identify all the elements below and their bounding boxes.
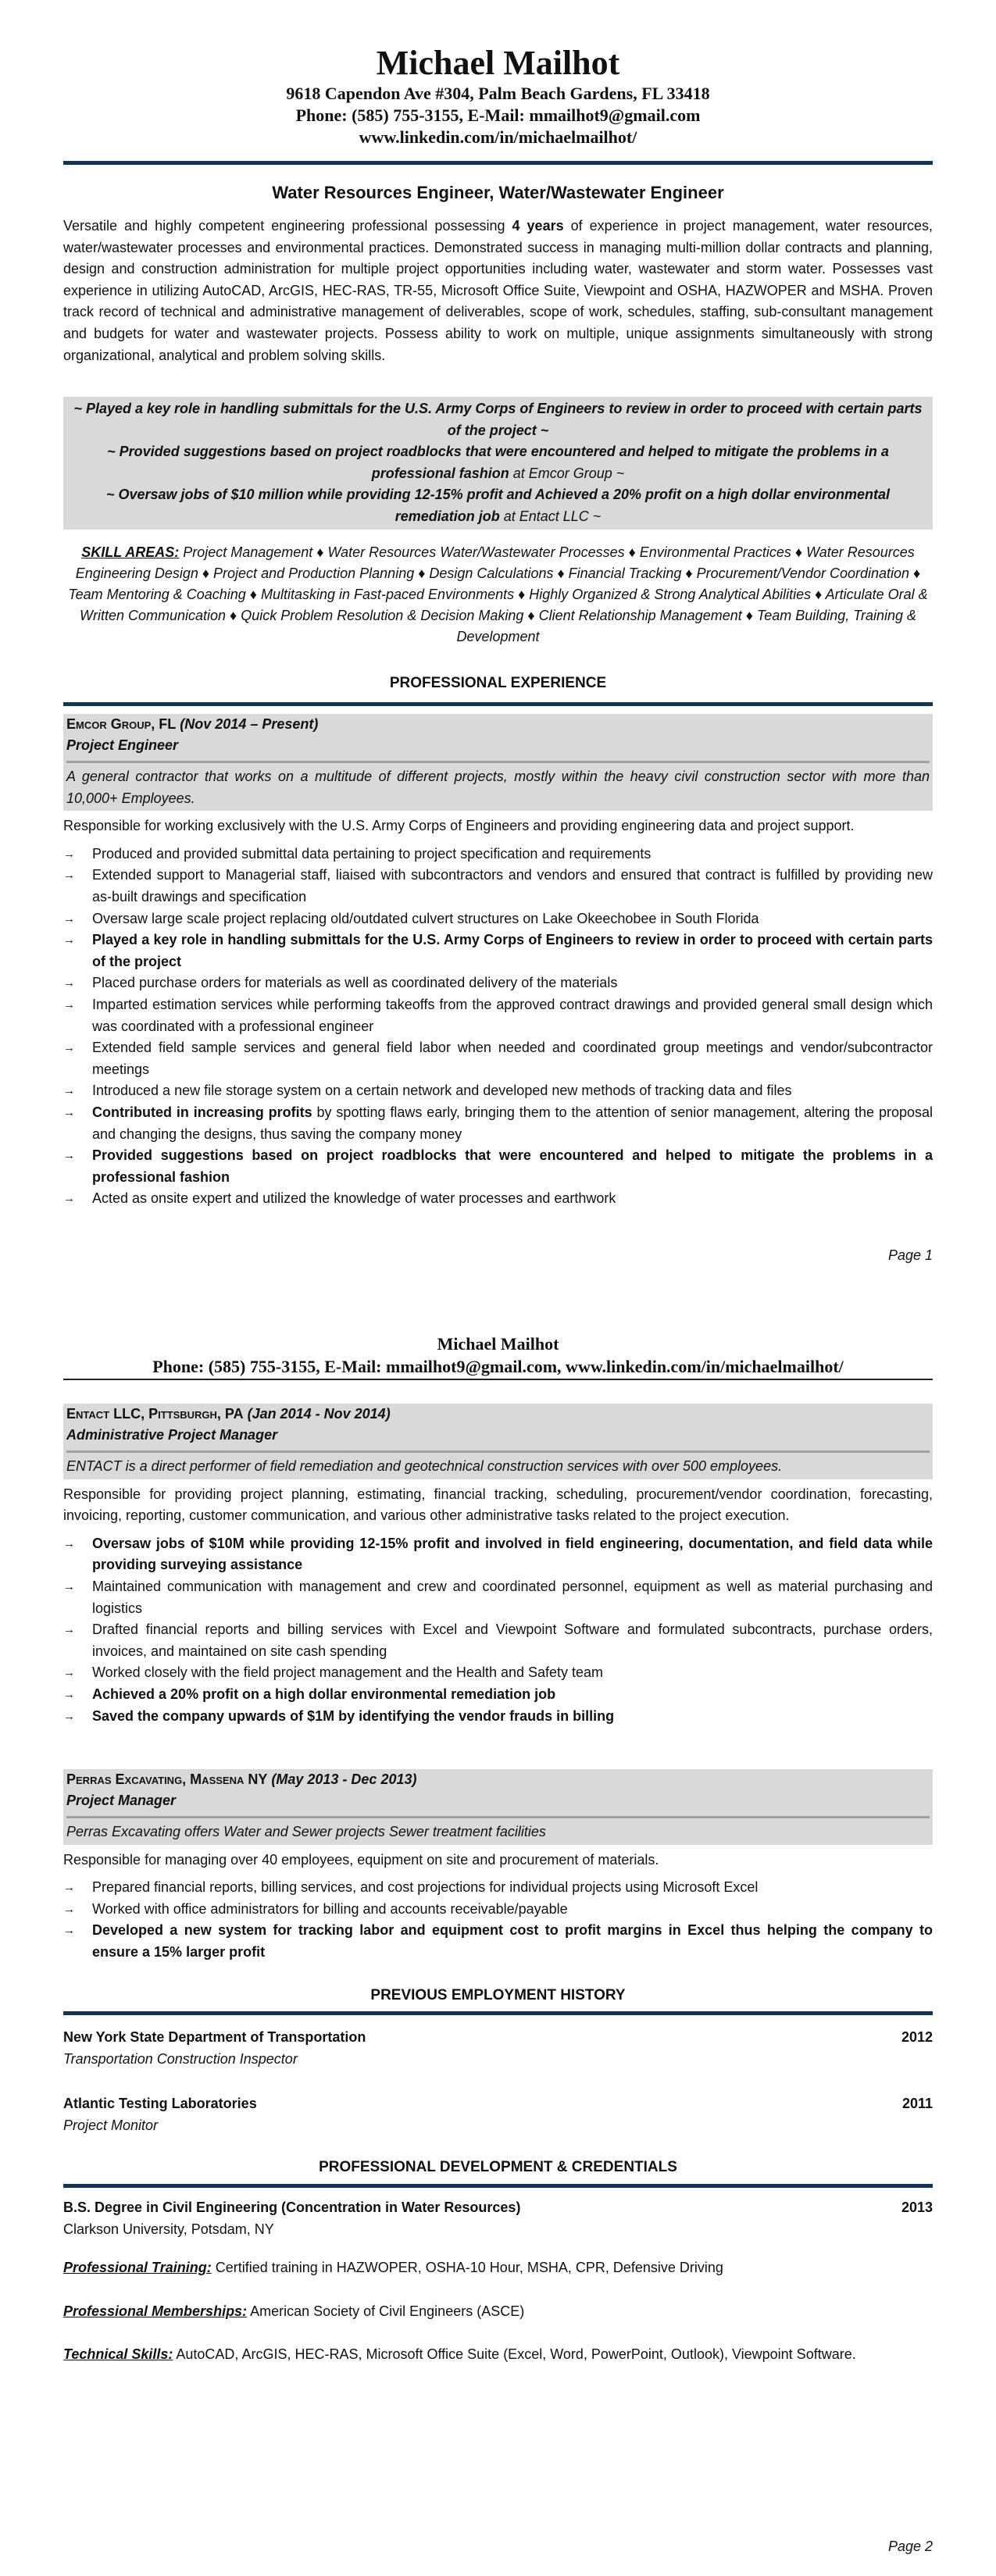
job-responsibility: Responsible for managing over 40 employees, equipment on site and procurement of materials. bbox=[63, 1851, 659, 1868]
previous-year: 2012 bbox=[901, 2029, 933, 2045]
highlights-box bbox=[63, 397, 933, 530]
contact-line: Phone: (585) 755-3155, E-Mail: mmailhot9@gmail.com, www.linkedin.com/in/michaelmailhot/ bbox=[152, 1357, 844, 1376]
degree: B.S. Degree in Civil Engineering (Concentration in Water Resources) bbox=[63, 2200, 521, 2215]
job-emcor bbox=[63, 714, 933, 1210]
highlight-item: ~ Oversaw jobs of $10 million while providing 12-15% profit and Achieved a 20% profit on a high dollar environmental remediation job at Entact LLC ~ bbox=[105, 487, 891, 524]
job-header-box bbox=[63, 714, 933, 811]
arrow-icon: → bbox=[63, 1924, 75, 1938]
arrow-icon: → bbox=[63, 869, 75, 883]
arrow-icon: → bbox=[63, 933, 75, 947]
job-dates: (Nov 2014 – Present) bbox=[176, 716, 319, 732]
arrow-icon: → bbox=[63, 1666, 75, 1680]
skill-areas: SKILL AREAS: Project Management ♦ Water Resources Water/Wastewater Processes ♦ Environmental Practices ♦ Water Resources Engineering Design ♦ Project and Production Planning ♦ Design Calculations ♦ Financial Tracking ♦ Procurement/Vendor Coordination ♦ Team Mentoring & Coaching ♦ Multitasking in Fast-paced Environments ♦ Highly Organized & Strong Analytical Abilities ♦ Articulate Oral & Written Communication ♦ Quick Problem Resolution & Decision Making ♦ Client Relationship Management ♦ Team Building, Training & Development bbox=[68, 544, 928, 644]
education bbox=[63, 2197, 933, 2240]
section-title-experience: PROFESSIONAL EXPERIENCE bbox=[389, 675, 607, 691]
highlight-item: ~ Provided suggestions based on project roadblocks that were encountered and helped to mitigate the problems in a professional fashion at Emcor Group ~ bbox=[107, 444, 889, 481]
list-item: → Provided suggestions based on project roadblocks that were encountered and helped to mitigate the problems in a professional fashion bbox=[63, 1145, 933, 1188]
previous-org: New York State Department of Transportation bbox=[63, 2029, 366, 2045]
section-title-previous: PREVIOUS EMPLOYMENT HISTORY bbox=[370, 1987, 626, 2003]
list-item: → Placed purchase orders for materials as well as coordinated delivery of the materials bbox=[63, 972, 933, 994]
job-dates: (May 2013 - Dec 2013) bbox=[267, 1771, 417, 1787]
company-name: Emcor Group, FL bbox=[66, 716, 177, 732]
arrow-icon: → bbox=[63, 847, 75, 861]
candidate-name: Michael Mailhot bbox=[376, 44, 620, 82]
highlight-item: ~ Played a key role in handling submittals for the U.S. Army Corps of Engineers to review in order to proceed with certain parts of the project ~ bbox=[73, 401, 923, 438]
list-item: → Imparted estimation services while performing takeoffs from the approved contract drawings and provided general small design which was coordinated with a professional engineer bbox=[63, 994, 933, 1037]
previous-job bbox=[63, 2093, 933, 2136]
job-title: Administrative Project Manager bbox=[66, 1425, 930, 1453]
list-item: → Developed a new system for tracking labor and equipment cost to profit margins in Excel thus helping the company to ensure a 15% larger profit bbox=[63, 1920, 933, 1963]
arrow-icon: → bbox=[63, 1687, 75, 1701]
arrow-icon: → bbox=[63, 1709, 75, 1723]
arrow-icon: → bbox=[63, 1192, 75, 1206]
arrow-icon: → bbox=[63, 912, 75, 926]
previous-org: Atlantic Testing Laboratories bbox=[63, 2096, 257, 2111]
list-item: → Produced and provided submittal data pertaining to project specification and requirements bbox=[63, 844, 933, 865]
header-divider bbox=[63, 161, 933, 165]
list-item: → Oversaw jobs of $10M while providing 12-15% profit and involved in field engineering, documentation, and field data while providing surveying assistance bbox=[63, 1533, 933, 1576]
list-item: → Acted as onsite expert and utilized the knowledge of water processes and earthwork bbox=[63, 1188, 933, 1210]
arrow-icon: → bbox=[63, 1084, 75, 1098]
list-item: → Saved the company upwards of $1M by identifying the vendor frauds in billing bbox=[63, 1706, 933, 1728]
job-title: Project Manager bbox=[66, 1790, 930, 1818]
resume-header bbox=[63, 44, 933, 148]
arrow-icon: → bbox=[63, 976, 75, 990]
job-header-box bbox=[63, 1404, 933, 1479]
page-number: Page 2 bbox=[887, 2539, 933, 2554]
list-item: → Oversaw large scale project replacing old/outdated culvert structures on Lake Okeechobee in South Florida bbox=[63, 908, 933, 930]
arrow-icon: → bbox=[63, 1579, 75, 1593]
list-item: → Extended field sample services and general field labor when needed and coordinated group meetings and vendor/subcontractor meetings bbox=[63, 1037, 933, 1080]
list-item: → Maintained communication with management and crew and coordinated personnel, equipment as well as material purchasing and logistics bbox=[63, 1576, 933, 1619]
summary: Versatile and highly competent engineering professional possessing 4 years of experience in project management, water resources, water/wastewater processes and environmental practices. Demonstrated success in managing multi-million dollar contracts and planning, design and construction administration for multiple project opportunities including water, wastewater and storm water. Possesses vast experience in utilizing AutoCAD, ArcGIS, HEC-RAS, TR-55, Microsoft Office Suite, Viewpoint and OSHA, HAZWOPER and MSHA. Proven track record of technical and administrative management of deliverables, scope of work, schedules, staffing, sub-consultant management and budgets for water and wastewater projects. Possess ability to work on multiple, unique assignments simultaneously with strong organizational, analytical and problem solving skills. bbox=[63, 218, 933, 363]
list-item: → Introduced a new file storage system on a certain network and developed new methods of tracking data and files bbox=[63, 1080, 933, 1102]
section-divider bbox=[63, 2184, 933, 2188]
job-header-box bbox=[63, 1769, 933, 1845]
arrow-icon: → bbox=[63, 1881, 75, 1895]
previous-year: 2011 bbox=[901, 2096, 933, 2111]
job-dates: (Jan 2014 - Nov 2014) bbox=[243, 1406, 391, 1422]
previous-job bbox=[63, 2027, 933, 2070]
years-experience: 4 years bbox=[512, 218, 564, 234]
achievement-list bbox=[63, 1533, 933, 1727]
list-item: → Contributed in increasing profits by spotting flaws early, bringing them to the attention of senior management, altering the proposal and changing the designs, thus saving the company money bbox=[63, 1102, 933, 1145]
job-responsibility: Responsible for providing project planning, estimating, financial tracking, scheduling, procurement/vendor coordination, forecasting, invoicing, reporting, customer communication, and various other administrative tasks related to the project execution. bbox=[63, 1486, 933, 1524]
linkedin-link[interactable]: www.linkedin.com/in/michaelmailhot/ bbox=[359, 127, 637, 147]
arrow-icon: → bbox=[63, 1105, 75, 1119]
company-description: A general contractor that works on a multitude of different projects, mostly within the heavy civil construction sector with more than 10,000+ Employees. bbox=[66, 769, 930, 806]
arrow-icon: → bbox=[63, 1041, 75, 1055]
list-item: → Worked closely with the field project management and the Health and Safety team bbox=[63, 1662, 933, 1684]
contact-line: Phone: (585) 755-3155, E-Mail: mmailhot9@gmail.com bbox=[295, 105, 701, 125]
list-item: → Worked with office administrators for billing and accounts receivable/payable bbox=[63, 1899, 933, 1921]
company-description: ENTACT is a direct performer of field remediation and geotechnical construction services with over 500 employees. bbox=[66, 1458, 783, 1474]
company-description: Perras Excavating offers Water and Sewer projects Sewer treatment facilities bbox=[66, 1824, 546, 1839]
credential-training: Professional Training: Certified training in HAZWOPER, OSHA-10 Hour, MSHA, CPR, Defensive Driving bbox=[63, 2260, 723, 2275]
job-entact bbox=[63, 1404, 933, 1727]
achievement-list bbox=[63, 1877, 933, 1963]
list-item: → Achieved a 20% profit on a high dollar environmental remediation job bbox=[63, 1684, 933, 1706]
page-number: Page 1 bbox=[887, 1247, 933, 1263]
degree-year: 2013 bbox=[901, 2200, 933, 2215]
list-item: → Played a key role in handling submittals for the U.S. Army Corps of Engineers to review in order to proceed with certain parts of the project bbox=[63, 929, 933, 972]
candidate-name: Michael Mailhot bbox=[437, 1334, 559, 1354]
page2-divider bbox=[63, 1379, 933, 1380]
credential-technical-skills: Technical Skills: AutoCAD, ArcGIS, HEC-RAS, Microsoft Office Suite (Excel, Word, PowerPoint, Outlook), Viewpoint Software. bbox=[63, 2346, 856, 2362]
job-perras bbox=[63, 1769, 933, 1964]
previous-role: Project Monitor bbox=[63, 2117, 159, 2133]
job-responsibility: Responsible for working exclusively with the U.S. Army Corps of Engineers and providing engineering data and project support. bbox=[63, 818, 855, 834]
section-divider bbox=[63, 2011, 933, 2015]
job-title: Project Engineer bbox=[66, 735, 930, 763]
arrow-icon: → bbox=[63, 1623, 75, 1637]
arrow-icon: → bbox=[63, 997, 75, 1011]
credential-memberships: Professional Memberships: American Society of Civil Engineers (ASCE) bbox=[63, 2303, 525, 2319]
achievement-list bbox=[63, 844, 933, 1210]
company-name: Entact LLC, Pittsburgh, PA bbox=[66, 1406, 244, 1422]
arrow-icon: → bbox=[63, 1902, 75, 1916]
company-name: Perras Excavating, Massena NY bbox=[66, 1771, 268, 1787]
page2-header bbox=[63, 1333, 933, 1379]
address: 9618 Capendon Ave #304, Palm Beach Gardens, FL 33418 bbox=[286, 84, 710, 103]
arrow-icon: → bbox=[63, 1536, 75, 1550]
section-title-development: PROFESSIONAL DEVELOPMENT & CREDENTIALS bbox=[319, 2159, 677, 2175]
list-item: → Prepared financial reports, billing services, and cost projections for individual projects using Microsoft Excel bbox=[63, 1877, 933, 1899]
list-item: → Drafted financial reports and billing services with Excel and Viewpoint Software and formulated subcontracts, purchase orders, invoices, and maintained on site cash spending bbox=[63, 1619, 933, 1662]
headline: Water Resources Engineer, Water/Wastewater Engineer bbox=[272, 183, 724, 202]
arrow-icon: → bbox=[63, 1149, 75, 1163]
skill-areas-label: SKILL AREAS: bbox=[81, 544, 180, 560]
previous-role: Transportation Construction Inspector bbox=[63, 2050, 298, 2067]
section-divider bbox=[63, 702, 933, 706]
school: Clarkson University, Potsdam, NY bbox=[63, 2221, 274, 2237]
list-item: → Extended support to Managerial staff, liaised with subcontractors and vendors and ensured that contract is fulfilled by providing new as-built drawings and specification bbox=[63, 865, 933, 908]
